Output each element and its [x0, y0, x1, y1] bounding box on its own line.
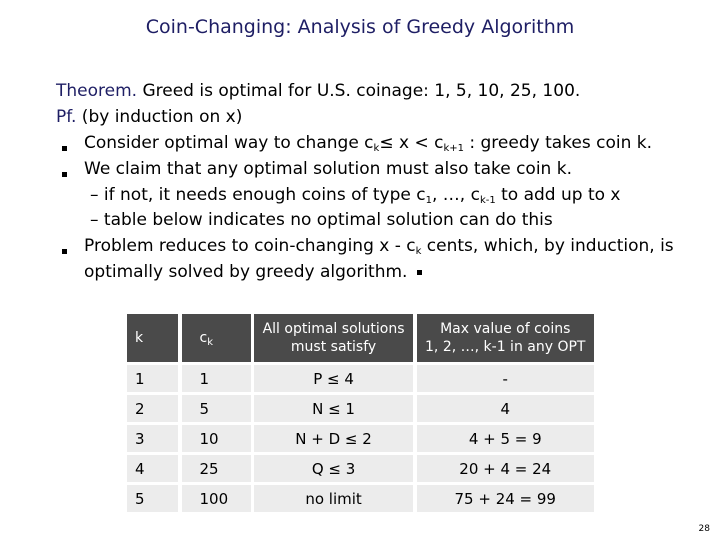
sub-item-1	[90, 185, 621, 205]
sub-item-2: – table below indicates no optimal solution can do this	[90, 210, 553, 230]
cell-k: 4	[127, 455, 178, 482]
header-ck	[182, 314, 251, 362]
header-constraint-line-1: All optimal solutions	[262, 321, 405, 337]
proof-label: Pf.	[56, 107, 77, 127]
cell-k: 2	[127, 395, 178, 422]
bullet-1-sub-a: k	[373, 143, 380, 154]
header-max-line-1: Max value of coins	[440, 321, 571, 337]
cell-max-value: 75 + 24 = 99	[417, 485, 595, 512]
cell-max-value: 20 + 4 = 24	[417, 455, 595, 482]
sub-1-sub-a: 1	[425, 195, 432, 206]
theorem-line	[56, 81, 580, 101]
table-header-row	[127, 314, 594, 362]
sub-1-text-a: – if not, it needs enough coins of type c	[90, 185, 426, 205]
header-max-value	[417, 314, 595, 362]
table-row	[127, 425, 594, 452]
bullet-item-1	[84, 133, 652, 153]
bullet-3-text-b: cents, which, by induction, is	[421, 236, 674, 256]
cell-max-value: 4	[417, 395, 595, 422]
header-max-line-2: 1, 2, …, k-1 in any OPT	[425, 339, 586, 355]
sub-1-sub-b: k-1	[479, 195, 496, 206]
cell-constraint: P ≤ 4	[254, 365, 412, 392]
bullet-icon	[62, 146, 67, 151]
coin-analysis-table	[127, 311, 594, 515]
sub-1-text-b: , …, c	[431, 185, 480, 205]
cell-k: 1	[127, 365, 178, 392]
header-ck-sub: k	[207, 337, 214, 348]
cell-k: 3	[127, 425, 178, 452]
bullet-3-text-c: optimally solved by greedy algorithm.	[84, 262, 408, 282]
bullet-3-sub: k	[415, 246, 422, 257]
table-row	[127, 455, 594, 482]
theorem-text: Greed is optimal for U.S. coinage: 1, 5, 10, 25, 100.	[137, 81, 581, 101]
bullet-item-3	[84, 236, 674, 256]
bullet-1-text-b: ≤ x < c	[379, 133, 444, 153]
qed-icon	[417, 270, 422, 275]
cell-constraint: Q ≤ 3	[254, 455, 412, 482]
bullet-icon	[62, 172, 67, 177]
header-k: k	[127, 314, 178, 362]
cell-ck: 1	[182, 365, 251, 392]
cell-constraint: N + D ≤ 2	[254, 425, 412, 452]
bullet-icon	[62, 249, 67, 254]
bullet-item-3-continued	[84, 262, 422, 282]
cell-ck: 25	[182, 455, 251, 482]
slide-title: Coin-Changing: Analysis of Greedy Algorithm	[145, 16, 575, 38]
bullet-3-text-a: Problem reduces to coin-changing x - c	[84, 236, 416, 256]
cell-constraint: N ≤ 1	[254, 395, 412, 422]
table-row	[127, 395, 594, 422]
cell-ck: 100	[182, 485, 251, 512]
cell-k: 5	[127, 485, 178, 512]
cell-ck: 5	[182, 395, 251, 422]
proof-text: (by induction on x)	[76, 107, 243, 127]
table-row	[127, 365, 594, 392]
cell-max-value: -	[417, 365, 595, 392]
header-constraint	[254, 314, 412, 362]
cell-constraint: no limit	[254, 485, 412, 512]
bullet-item-2: We claim that any optimal solution must also take coin k.	[84, 159, 572, 179]
cell-max-value: 4 + 5 = 9	[417, 425, 595, 452]
theorem-label: Theorem.	[56, 81, 138, 101]
bullet-1-text-a: Consider optimal way to change c	[84, 133, 374, 153]
header-ck-base: c	[199, 330, 208, 346]
table-row	[127, 485, 594, 512]
page-number: 28	[698, 524, 710, 534]
cell-ck: 10	[182, 425, 251, 452]
header-constraint-line-2: must satisfy	[290, 339, 377, 355]
sub-1-text-c: to add up to x	[495, 185, 621, 205]
bullet-1-sub-b: k+1	[443, 143, 464, 154]
proof-line	[56, 107, 242, 127]
bullet-1-text-c: : greedy takes coin k.	[463, 133, 653, 153]
